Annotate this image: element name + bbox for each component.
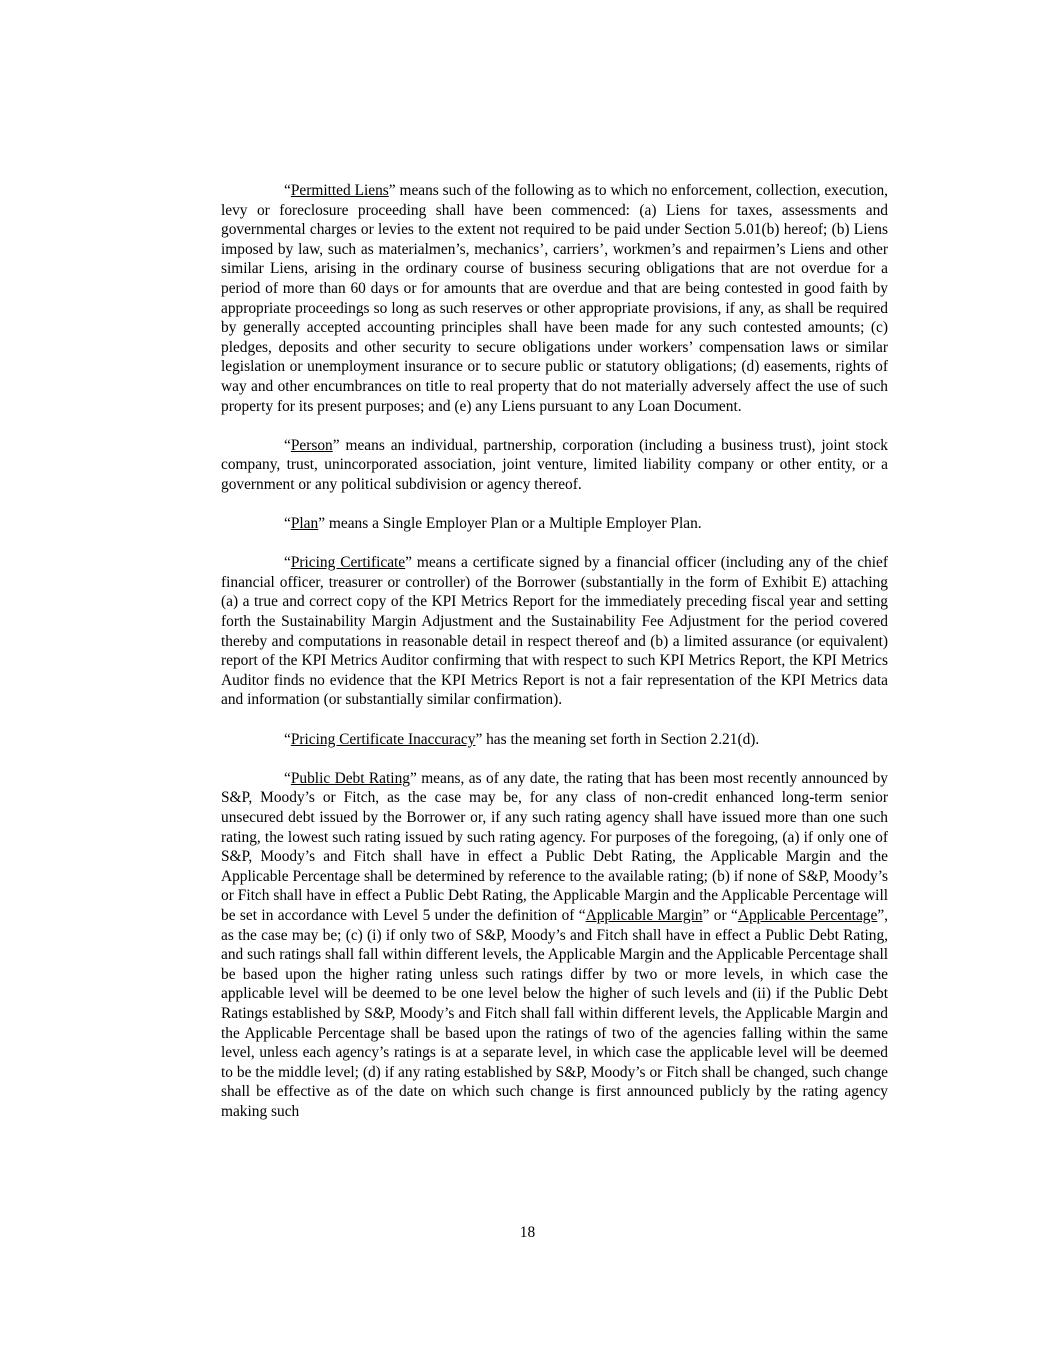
definition-permitted-liens — [221, 181, 888, 416]
definition-text: ” means a certificate signed by a financial officer (including any of the chief financial officer, treasurer or controller) of the Borrower (substantially in the form of Exhibit E) attaching (a) a true and correct copy of the KPI Metrics Report for the immediately preceding fiscal year and setting forth the Sustainability Margin Adjustment and the Sustainability Fee Adjustment for the period covered thereby and computations in reasonable detail in respect thereof and (b) a limited assurance (or equivalent) report of the KPI Metrics Auditor confirming that with respect to such KPI Metrics Report, the KPI Metrics Auditor finds no evidence that the KPI Metrics Report is not a fair representation of the KPI Metrics data and information (or substantially similar confirmation). — [221, 554, 888, 709]
page-number: 18 — [519, 1224, 536, 1241]
cross-reference-term: Applicable Percentage — [737, 906, 878, 924]
definition-text: ”, as the case may be; (c) (i) if only two of S&P, Moody’s and Fitch shall have in effect a Public Debt Rating, and such ratings shall fall within different levels, the Applicable Margin and the Applicable Percentage shall be based upon the higher rating unless such ratings differ by two or more levels, in which case the applicable level will be deemed to be one level below the higher of such levels and (ii) if the Public Debt Ratings established by S&P, Moody’s and Fitch shall fall within different levels, the Applicable Margin and the Applicable Percentage shall be based upon the ratings of two of the agencies falling within the same level, unless each agency’s ratings is at a separate level, in which case the applicable level will be deemed to be the middle level; (d) if any rating established by S&P, Moody’s or Fitch shall be changed, such change shall be effective as of the date on which such change is first announced publicly by the rating agency making such — [221, 906, 888, 1120]
definition-plan — [221, 514, 888, 534]
definition-text: ” or “ — [702, 906, 738, 924]
defined-term: Plan — [290, 515, 319, 533]
definition-text: ” means an individual, partnership, corporation (including a business trust), joint stock company, trust, unincorporated association, joint venture, limited liability company or other entity, or a government or any political subdivision or agency thereof. — [221, 436, 888, 493]
definition-pricing-certificate — [221, 553, 888, 710]
definition-text: ” means such of the following as to which no enforcement, collection, execution, levy or foreclosure proceeding shall have been commenced: (a) Liens for taxes, assessments and governmental charges or levies to the extent not required to be paid under Section 5.01(b) hereof; (b) Liens imposed by law, such as materialmen’s, mechanics’, carriers’, workmen’s and repairmen’s Liens and other similar Liens, arising in the ordinary course of business securing obligations that are not overdue for a period of more than 60 days or for amounts that are overdue and that are being contested in good faith by appropriate proceedings so long as such reserves or other appropriate provisions, if any, as shall be required by generally accepted accounting principles shall have been made for any such contested amounts; (c) pledges, deposits and other security to secure obligations under workers’ compensation laws or similar legislation or unemployment insurance or to secure public or statutory obligations; (d) easements, rights of way and other encumbrances on title to real property that do not materially adversely affect the use of such property for its present purposes; and (e) any Liens pursuant to any Loan Document. — [221, 182, 888, 415]
definition-public-debt-rating — [221, 769, 888, 1122]
defined-term: Person — [290, 436, 333, 454]
defined-term: Public Debt Rating — [290, 769, 410, 787]
open-quote: “ — [284, 730, 291, 748]
open-quote: “ — [284, 769, 291, 787]
definition-text: ” means a Single Employer Plan or a Multiple Employer Plan. — [318, 515, 702, 533]
defined-term: Pricing Certificate Inaccuracy — [290, 730, 476, 748]
cross-reference-term: Applicable Margin — [585, 906, 703, 924]
open-quote: “ — [284, 554, 291, 572]
open-quote: “ — [284, 515, 291, 533]
open-quote: “ — [284, 182, 291, 199]
definition-text: ” means, as of any date, the rating that has been most recently announced by S&P, Moody’s or Fitch, as the case may be, for any class of non-credit enhanced long-term senior unsecured debt issued by the Borrower or, if any such rating agency shall have issued more than one such rating, the lowest such rating issued by such rating agency. For purposes of the foregoing, (a) if only one of S&P, Moody’s and Fitch shall have in effect a Public Debt Rating, the Applicable Margin and the Applicable Percentage shall be determined by reference to the available rating; (b) if none of S&P, Moody’s or Fitch shall have in effect a Public Debt Rating, the Applicable Margin and the Applicable Percentage will be set in accordance with Level 5 under the definition of “ — [221, 769, 888, 924]
open-quote: “ — [284, 436, 291, 454]
definition-text: ” has the meaning set forth in Section 2.21(d). — [475, 730, 760, 748]
document-body — [221, 181, 888, 1141]
defined-term: Permitted Liens — [290, 182, 389, 199]
defined-term: Pricing Certificate — [290, 554, 406, 572]
definition-person — [221, 436, 888, 495]
definition-pricing-certificate-inaccuracy — [221, 730, 888, 750]
